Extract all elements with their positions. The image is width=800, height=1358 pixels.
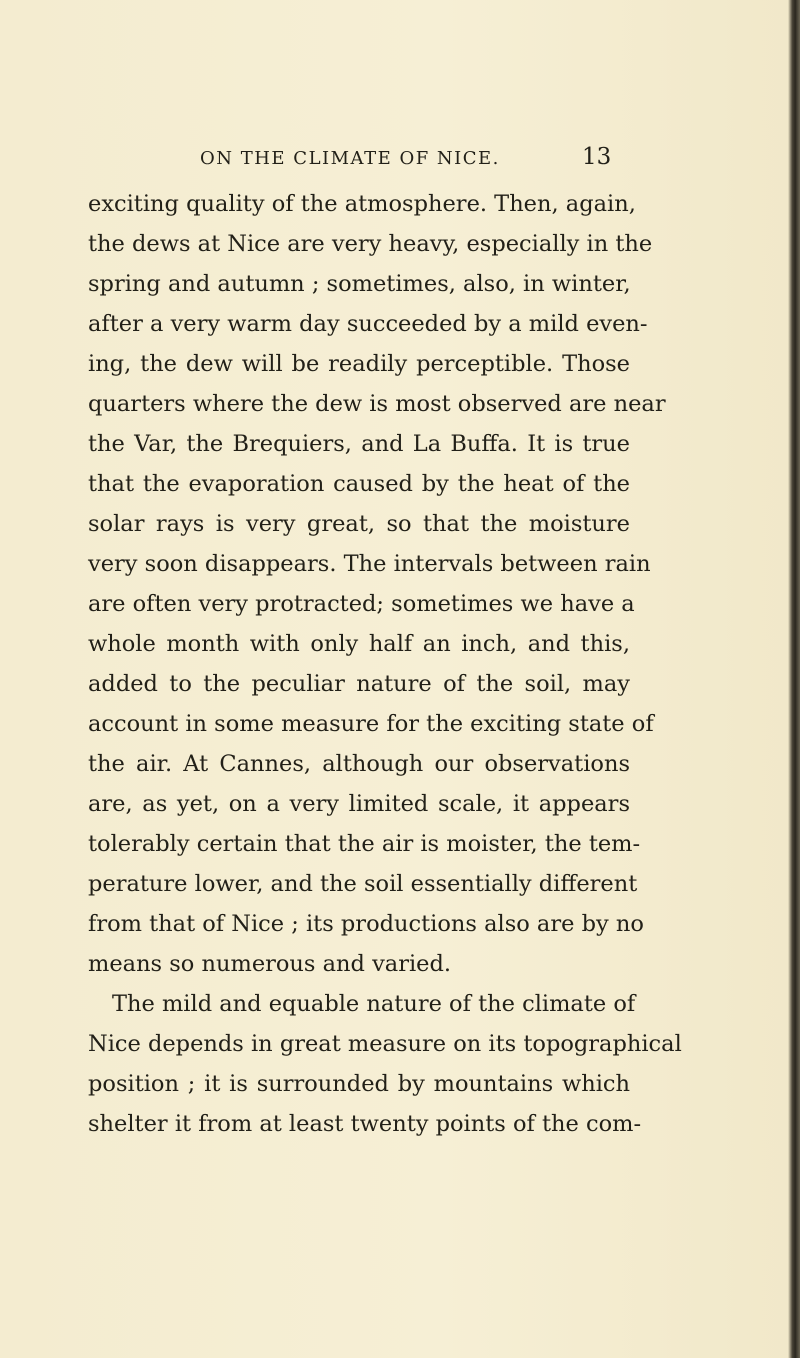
text-line: tolerably certain that the air is moister, the tem- — [88, 831, 641, 857]
text-line: position ; it is surrounded by mountains which — [88, 1071, 630, 1097]
text-line: ing, the dew will be readily perceptible. Those — [88, 351, 630, 377]
text-line: after a very warm day succeeded by a mild even- — [88, 311, 648, 337]
text-line: shelter it from at least twenty points of the com- — [88, 1111, 642, 1137]
text-line: means so numerous and varied. — [88, 951, 452, 977]
text-line: account in some measure for the exciting state of — [88, 711, 654, 737]
text-line: are, as yet, on a very limited scale, it appears — [88, 791, 630, 817]
text-line: The mild and equable nature of the climate of — [112, 991, 636, 1017]
text-line: added to the peculiar nature of the soil, may — [88, 671, 630, 697]
text-line: the air. At Cannes, although our observations — [88, 751, 630, 777]
text-line: the Var, the Brequiers, and La Buffa. It is true — [88, 431, 630, 457]
running-title: ON THE CLIMATE OF NICE. — [200, 148, 500, 169]
text-line: that the evaporation caused by the heat of the — [88, 471, 630, 497]
text-line: very soon disappears. The intervals between rain — [88, 551, 651, 577]
text-line: quarters where the dew is most observed are near — [88, 391, 666, 417]
text-line: are often very protracted; sometimes we have a — [88, 591, 635, 617]
page-number: 13 — [582, 144, 612, 170]
text-line: Nice depends in great measure on its topographical — [88, 1031, 682, 1057]
text-line: perature lower, and the soil essentially different — [88, 871, 638, 897]
running-head — [0, 144, 800, 176]
text-line: solar rays is very great, so that the moisture — [88, 511, 630, 537]
text-line: exciting quality of the atmosphere. Then, again, — [88, 191, 636, 217]
text-line: spring and autumn ; sometimes, also, in winter, — [88, 271, 631, 297]
text-line: whole month with only half an inch, and this, — [88, 631, 630, 657]
text-line: the dews at Nice are very heavy, especially in the — [88, 231, 653, 257]
text-line: from that of Nice ; its productions also are by no — [88, 911, 644, 937]
page-edge-shadow — [788, 0, 800, 1358]
